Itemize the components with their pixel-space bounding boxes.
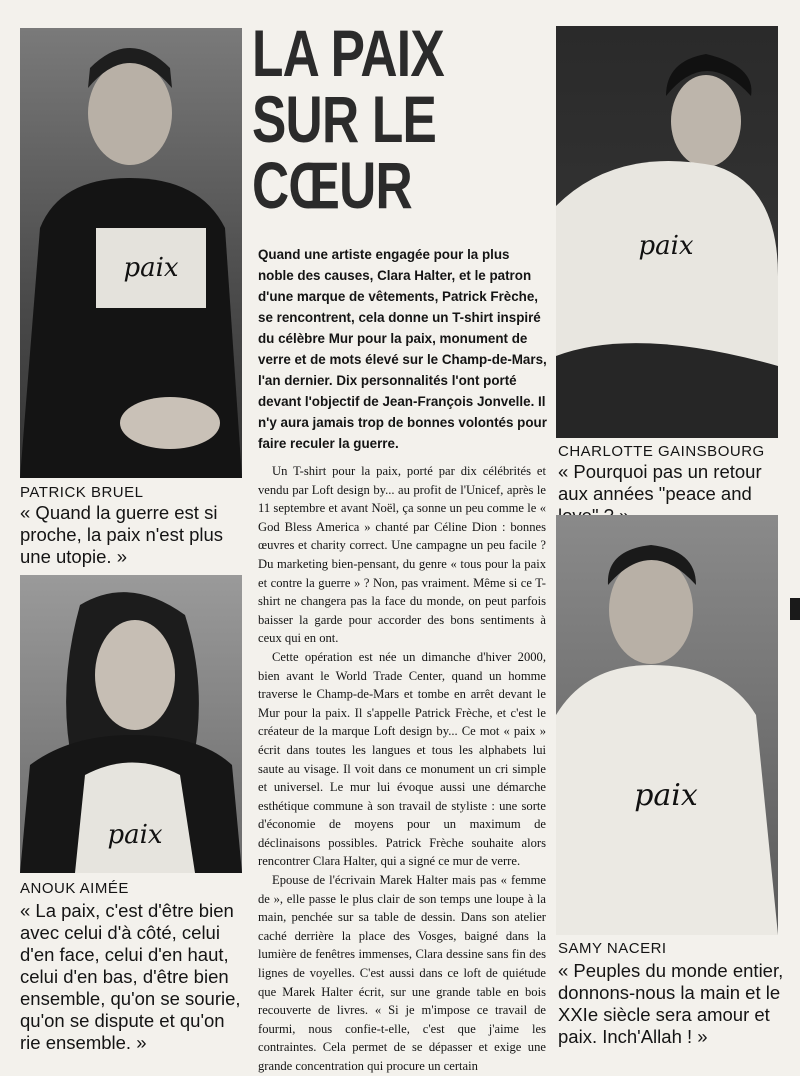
photo-patrick-bruel bbox=[20, 28, 242, 478]
body-paragraph-3: Epouse de l'écrivain Marek Halter mais pas « femme de », elle passe le plus clair de son temps une loupe à la main, penchée sur sa table de dessin. Dans son atelier caché derrière la place des Vosges, baigné dans la lumière de fenêtres immenses, Clara dessine sans fin des lignes de voyelles. C'est aussi dans ce loft de quiétude que Marek Halter écrit, sur une grande table en bois recouverte de livres. « Si je m'impose ce travail de fourmi, nous confie-t-elle, c'est que j'aime les contraintes. Cela permet de se dépasser et exige une grande concentration qui procure un certain bbox=[258, 873, 546, 1073]
caption-quote-patrick-bruel: « Quand la guerre est si proche, la paix n'est plus une utopie. » bbox=[20, 502, 224, 567]
headline bbox=[252, 16, 486, 222]
tshirt-print-2: paix bbox=[638, 231, 694, 261]
headline-line-3: CŒUR bbox=[252, 148, 412, 222]
photo-charlotte-gainsbourg bbox=[556, 26, 778, 438]
article-body bbox=[258, 462, 546, 1076]
intro-paragraph: Quand une artiste engagée pour la plus noble des causes, Clara Halter, et le patron d'une marque de vêtements, Patrick Frèche, se rencontrent, cela donne un T-shirt inspiré du célèbre Mur pour la paix, monument de verre et de mots élevé sur le Champ-de-Mars, l'an dernier. Dix personnalités l'ont porté devant l'objectif de Jean-François Jonvelle. Il n'y aura jamais trop de bonnes volontés pour faire reculer la guerre. bbox=[258, 247, 547, 451]
caption-quote-anouk-aimee: « La paix, c'est d'être bien avec celui d'à côté, celui d'en face, celui d'en haut, celui d'en bas, d'être bien ensemble, qu'on se sourie, qu'on se dispute et qu'on rie ensemble. » bbox=[20, 900, 241, 1053]
caption-quote-charlotte-gainsbourg: « Pourquoi pas un retour aux années "peace and bbox=[558, 461, 762, 504]
caption-name-charlotte-gainsbourg: CHARLOTTE GAINSBOURG bbox=[558, 443, 765, 460]
photo-anouk-aimee bbox=[20, 575, 242, 873]
caption-name-patrick-bruel: PATRICK BRUEL bbox=[20, 484, 144, 501]
headline-line-1: LA PAIX bbox=[252, 16, 444, 90]
tshirt-print-4: paix bbox=[634, 778, 698, 813]
caption-name-anouk-aimee: ANOUK AIMÉE bbox=[20, 880, 129, 897]
body-paragraph-2: Cette opération est née un dimanche d'hiver 2000, bien avant le World Trade Center, quand un homme traverse le Champ-de-Mars et tombe en arrêt devant le Mur pour la paix. Il s'appelle Patrick Frèche, et c'est le créateur de la marque Loft design by... Ce mot « paix » écrit dans toutes les langues et tous les alphabets lui saute au visage. Il voit dans ce monument un cri simple et universel. Le mur lui évoque aussi une démarche esthétique commune à son travail de styliste : une sorte d'économie de moyens pour un maximum de déclinaisons possibles. Patrick Frèche souhaite alors rencontrer Clara Halter, qui a signé ce mur de verre. bbox=[258, 649, 546, 869]
body-paragraph-1: Un T-shirt pour la paix, porté par dix célébrités et vendu par Loft design by... au profit de l'Unicef, après le 11 septembre et avant Noël, ça sonne un peu comme le « God Bless America » chanté par Céline Dion : bonnes œuvres et charity correct. Une campagne un peu facile ? Du marketing bien-pensant, du genre « tous pour la paix et contre la guerre » ? Non, pas vraiment. Même si ce T-shirt ne changera pas la face du monde, on peut parfois baisser la garde pour accorder des bons sentiments à ceux qui en ont. bbox=[258, 464, 546, 646]
caption-quote-samy-naceri: « Peuples du monde entier, donnons-nous la main et le XXIe siècle sera amour et paix. Inch'Allah ! » bbox=[558, 960, 784, 1047]
tshirt-print-1: paix bbox=[123, 253, 179, 283]
page-edge-mark bbox=[790, 598, 800, 620]
caption-name-samy-naceri: SAMY NACERI bbox=[558, 940, 667, 957]
tshirt-print-3: paix bbox=[107, 820, 163, 850]
photo-samy-naceri bbox=[556, 515, 778, 935]
headline-line-2: SUR LE bbox=[252, 82, 437, 156]
